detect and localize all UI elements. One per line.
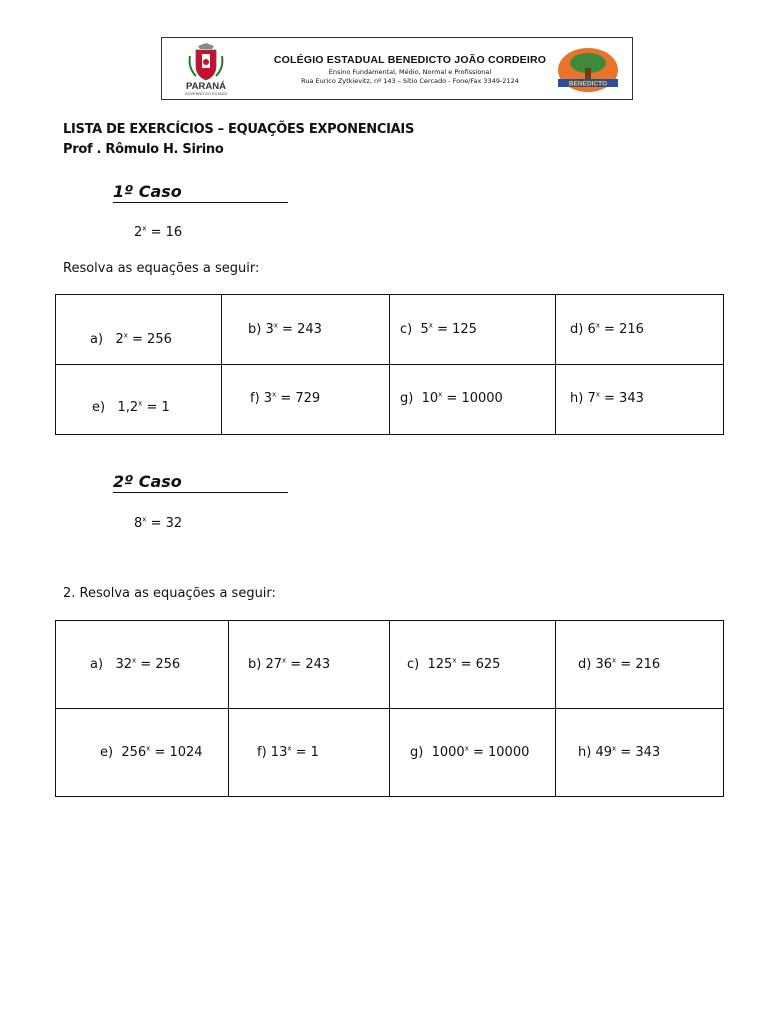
exercise-2h: h) $49^x = 343$ xyxy=(578,744,661,760)
exercise-2e: e) $256^x = 1024$ xyxy=(100,744,203,760)
school-name: COLÉGIO ESTADUAL BENEDICTO JOÃO CORDEIRO xyxy=(273,54,547,66)
exercise-1c: c) $5^x = 125$ xyxy=(400,321,477,337)
exercise-cell xyxy=(222,295,390,365)
exercise-2g: g) $1000^x = 10000$ xyxy=(410,744,530,760)
exercise-cell xyxy=(56,295,222,365)
case-2-heading: 2º Caso xyxy=(113,472,288,493)
exercise-cell xyxy=(390,709,556,797)
exercise-cell xyxy=(222,365,390,435)
exercise-2b: b) $27^x = 243$ xyxy=(248,656,331,672)
school-subtitle: Ensino Fundamental, Médio, Normal e Profissional xyxy=(328,68,492,76)
parana-state-logo xyxy=(180,42,232,96)
exercise-cell xyxy=(56,365,222,435)
exercise-2d: d) $36^x = 216$ xyxy=(578,656,661,672)
exercise-cell xyxy=(56,709,229,797)
exercise-cell xyxy=(556,295,724,365)
exercise-2c: c) $125^x = 625$ xyxy=(407,656,501,672)
exercise-1d: d) $6^x = 216$ xyxy=(570,321,644,337)
exercise-cell xyxy=(56,621,229,709)
page-title: LISTA DE EXERCÍCIOS – EQUAÇÕES EXPONENCIAIS xyxy=(63,122,415,137)
case-2-example: $8^x = 32$ xyxy=(134,515,183,531)
svg-text:GOVERNO DO ESTADO: GOVERNO DO ESTADO xyxy=(184,92,228,96)
exercise-1b: b) $3^x = 243$ xyxy=(248,321,322,337)
school-address: Rua Eurico Zytkievitz, nº 143 – Sítio Cercado - Fone/Fax 3349-2124 xyxy=(301,77,519,85)
exercise-cell xyxy=(390,621,556,709)
case-1-exercise-table xyxy=(55,294,724,435)
exercise-cell xyxy=(556,621,724,709)
exercise-cell xyxy=(390,295,556,365)
exercise-cell xyxy=(556,709,724,797)
school-info xyxy=(260,54,560,85)
exercise-cell xyxy=(390,365,556,435)
svg-text:BENEDICTO: BENEDICTO xyxy=(568,80,608,88)
case-2-instruction: 2. Resolva as equações a seguir: xyxy=(63,586,276,601)
school-logo xyxy=(554,46,622,96)
exercise-2a: a) $32^x = 256$ xyxy=(90,656,181,672)
exercise-cell xyxy=(229,621,390,709)
exercise-1e: e) $1,2^x = 1$ xyxy=(92,399,170,415)
teacher-name: Prof . Rômulo H. Sirino xyxy=(63,142,224,157)
exercise-1a: a) $2^x = 256$ xyxy=(90,331,172,347)
case-2-exercise-table xyxy=(55,620,724,797)
exercise-2f: f) $13^x = 1$ xyxy=(257,744,319,760)
exercise-1g: g) $10^x = 10000$ xyxy=(400,390,503,406)
case-1-instruction: Resolva as equações a seguir: xyxy=(63,261,260,276)
exercise-1h: h) $7^x = 343$ xyxy=(570,390,644,406)
exercise-cell xyxy=(556,365,724,435)
case-1-example: $2^x = 16$ xyxy=(134,224,183,240)
parana-logo-text: PARANÁ xyxy=(186,81,226,92)
exercise-1f: f) $3^x = 729$ xyxy=(250,390,321,406)
exercise-cell xyxy=(229,709,390,797)
school-header xyxy=(161,37,633,100)
case-1-heading: 1º Caso xyxy=(113,182,288,203)
